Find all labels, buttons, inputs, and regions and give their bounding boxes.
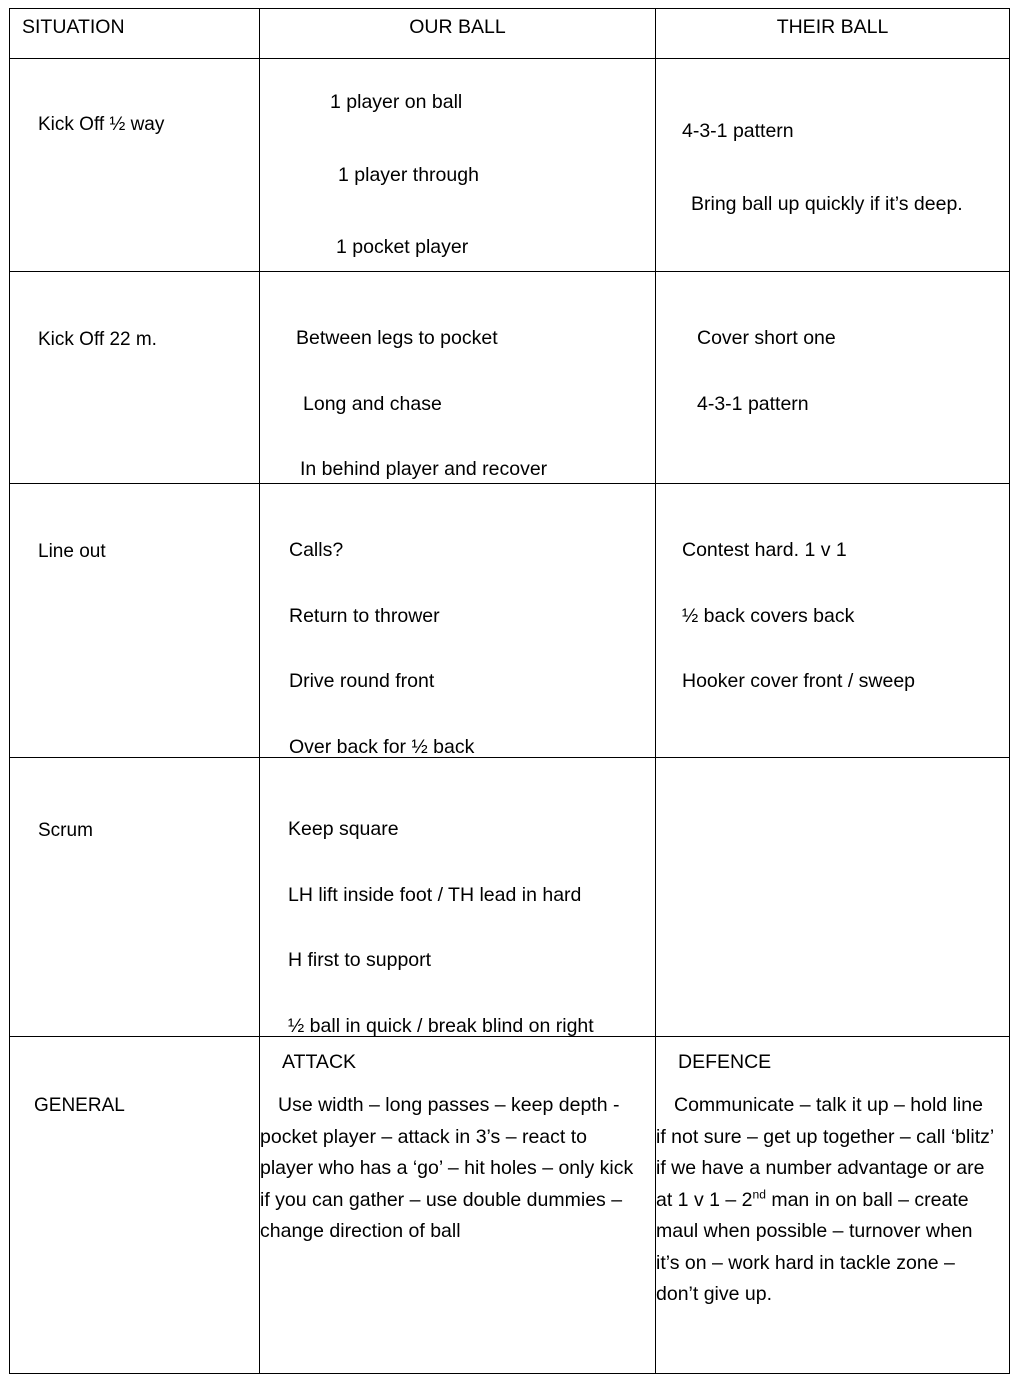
column-header-our-ball: OUR BALL — [409, 16, 506, 38]
our-ball-list — [260, 59, 655, 258]
list-item: Between legs to pocket — [296, 327, 498, 349]
ordinal-suffix: nd — [752, 1187, 766, 1202]
list-item: Return to thrower — [289, 604, 440, 627]
their-ball-cell-empty — [656, 758, 1010, 1037]
defence-body — [656, 1074, 1009, 1311]
their-ball-list — [656, 272, 1009, 414]
header-cell-our-ball — [260, 9, 656, 59]
our-ball-cell — [260, 484, 656, 758]
list-item: Contest hard. 1 v 1 — [682, 539, 847, 561]
attack-body — [260, 1074, 655, 1248]
header-cell-their-ball — [656, 9, 1010, 59]
situation-cell — [10, 272, 260, 484]
list-item: 1 player through — [338, 163, 479, 186]
their-ball-cell — [656, 272, 1010, 484]
list-item: LH lift inside foot / TH lead in hard — [288, 883, 582, 906]
defence-heading: DEFENCE — [678, 1051, 772, 1073]
list-item: ½ ball in quick / break blind on right — [288, 1014, 594, 1037]
list-item: H first to support — [288, 949, 432, 971]
defence-body-part3: man in on ball – create maul when possible – turnover when it’s on – work hard in tackle zone – don’t give up. — [656, 1188, 973, 1306]
situation-cell — [10, 484, 260, 758]
situation-cell — [10, 758, 260, 1037]
defence-body-part1: Communicate – talk it up – hold — [674, 1094, 948, 1116]
list-item: Long and chase — [303, 392, 442, 415]
table-row-kick-off-22m — [10, 272, 1010, 484]
attack-body-part2: - pocket player – attack in 3’s – react to player who has a ‘go’ – hit holes – only kick if you can gather – use double dummies – change direction of ball — [260, 1094, 634, 1243]
list-item: 4-3-1 pattern — [682, 120, 794, 142]
attack-heading: ATTACK — [282, 1051, 357, 1073]
table-row-line-out — [10, 484, 1010, 758]
header-cell-situation — [10, 9, 260, 59]
list-item: 1 player on ball — [330, 91, 463, 113]
our-ball-cell — [260, 758, 656, 1037]
table-row-kick-off-half-way — [10, 59, 1010, 272]
list-item: In behind player and recover — [300, 458, 548, 480]
list-item: Cover short one — [697, 327, 836, 349]
list-item: Drive round front — [289, 670, 435, 692]
their-ball-list — [656, 59, 1009, 214]
list-item: 1 pocket player — [336, 236, 469, 258]
situation-cell — [10, 1037, 260, 1374]
list-item: Bring ball up quickly if it’s deep. — [691, 192, 963, 215]
table-row-general — [10, 1037, 1010, 1374]
our-ball-list — [260, 758, 655, 1036]
our-ball-list — [260, 272, 655, 480]
situation-cell — [10, 59, 260, 272]
our-ball-list — [260, 484, 655, 757]
defence-body-part2: line if not sure – get up together – call ‘blitz’ if we have a number advantage or are at 1 v 1 – 2 — [656, 1094, 994, 1211]
situation-label: Line out — [38, 541, 106, 562]
their-ball-cell — [656, 59, 1010, 272]
list-item: 4-3-1 pattern — [697, 392, 809, 415]
column-header-situation: SITUATION — [22, 16, 125, 38]
list-item: Keep square — [288, 818, 399, 840]
column-header-their-ball: THEIR BALL — [776, 16, 889, 38]
our-ball-cell — [260, 272, 656, 484]
attack-body-part1: Use width – long passes – keep depth — [278, 1094, 608, 1116]
situation-label: GENERAL — [34, 1095, 125, 1116]
situation-label: Kick Off ½ way — [38, 114, 165, 135]
table-row-scrum — [10, 758, 1010, 1037]
our-ball-cell — [260, 59, 656, 272]
situation-label: Kick Off 22 m. — [38, 329, 157, 350]
list-item: Hooker cover front / sweep — [682, 670, 916, 692]
game-plan-table — [9, 8, 1010, 1374]
defence-cell — [656, 1037, 1010, 1374]
table-header-row — [10, 9, 1010, 59]
situation-label: Scrum — [38, 820, 93, 841]
attack-cell — [260, 1037, 656, 1374]
list-item: Over back for ½ back — [289, 735, 475, 758]
their-ball-list — [656, 484, 1009, 692]
list-item: ½ back covers back — [682, 604, 855, 627]
their-ball-cell — [656, 484, 1010, 758]
list-item: Calls? — [289, 539, 344, 561]
